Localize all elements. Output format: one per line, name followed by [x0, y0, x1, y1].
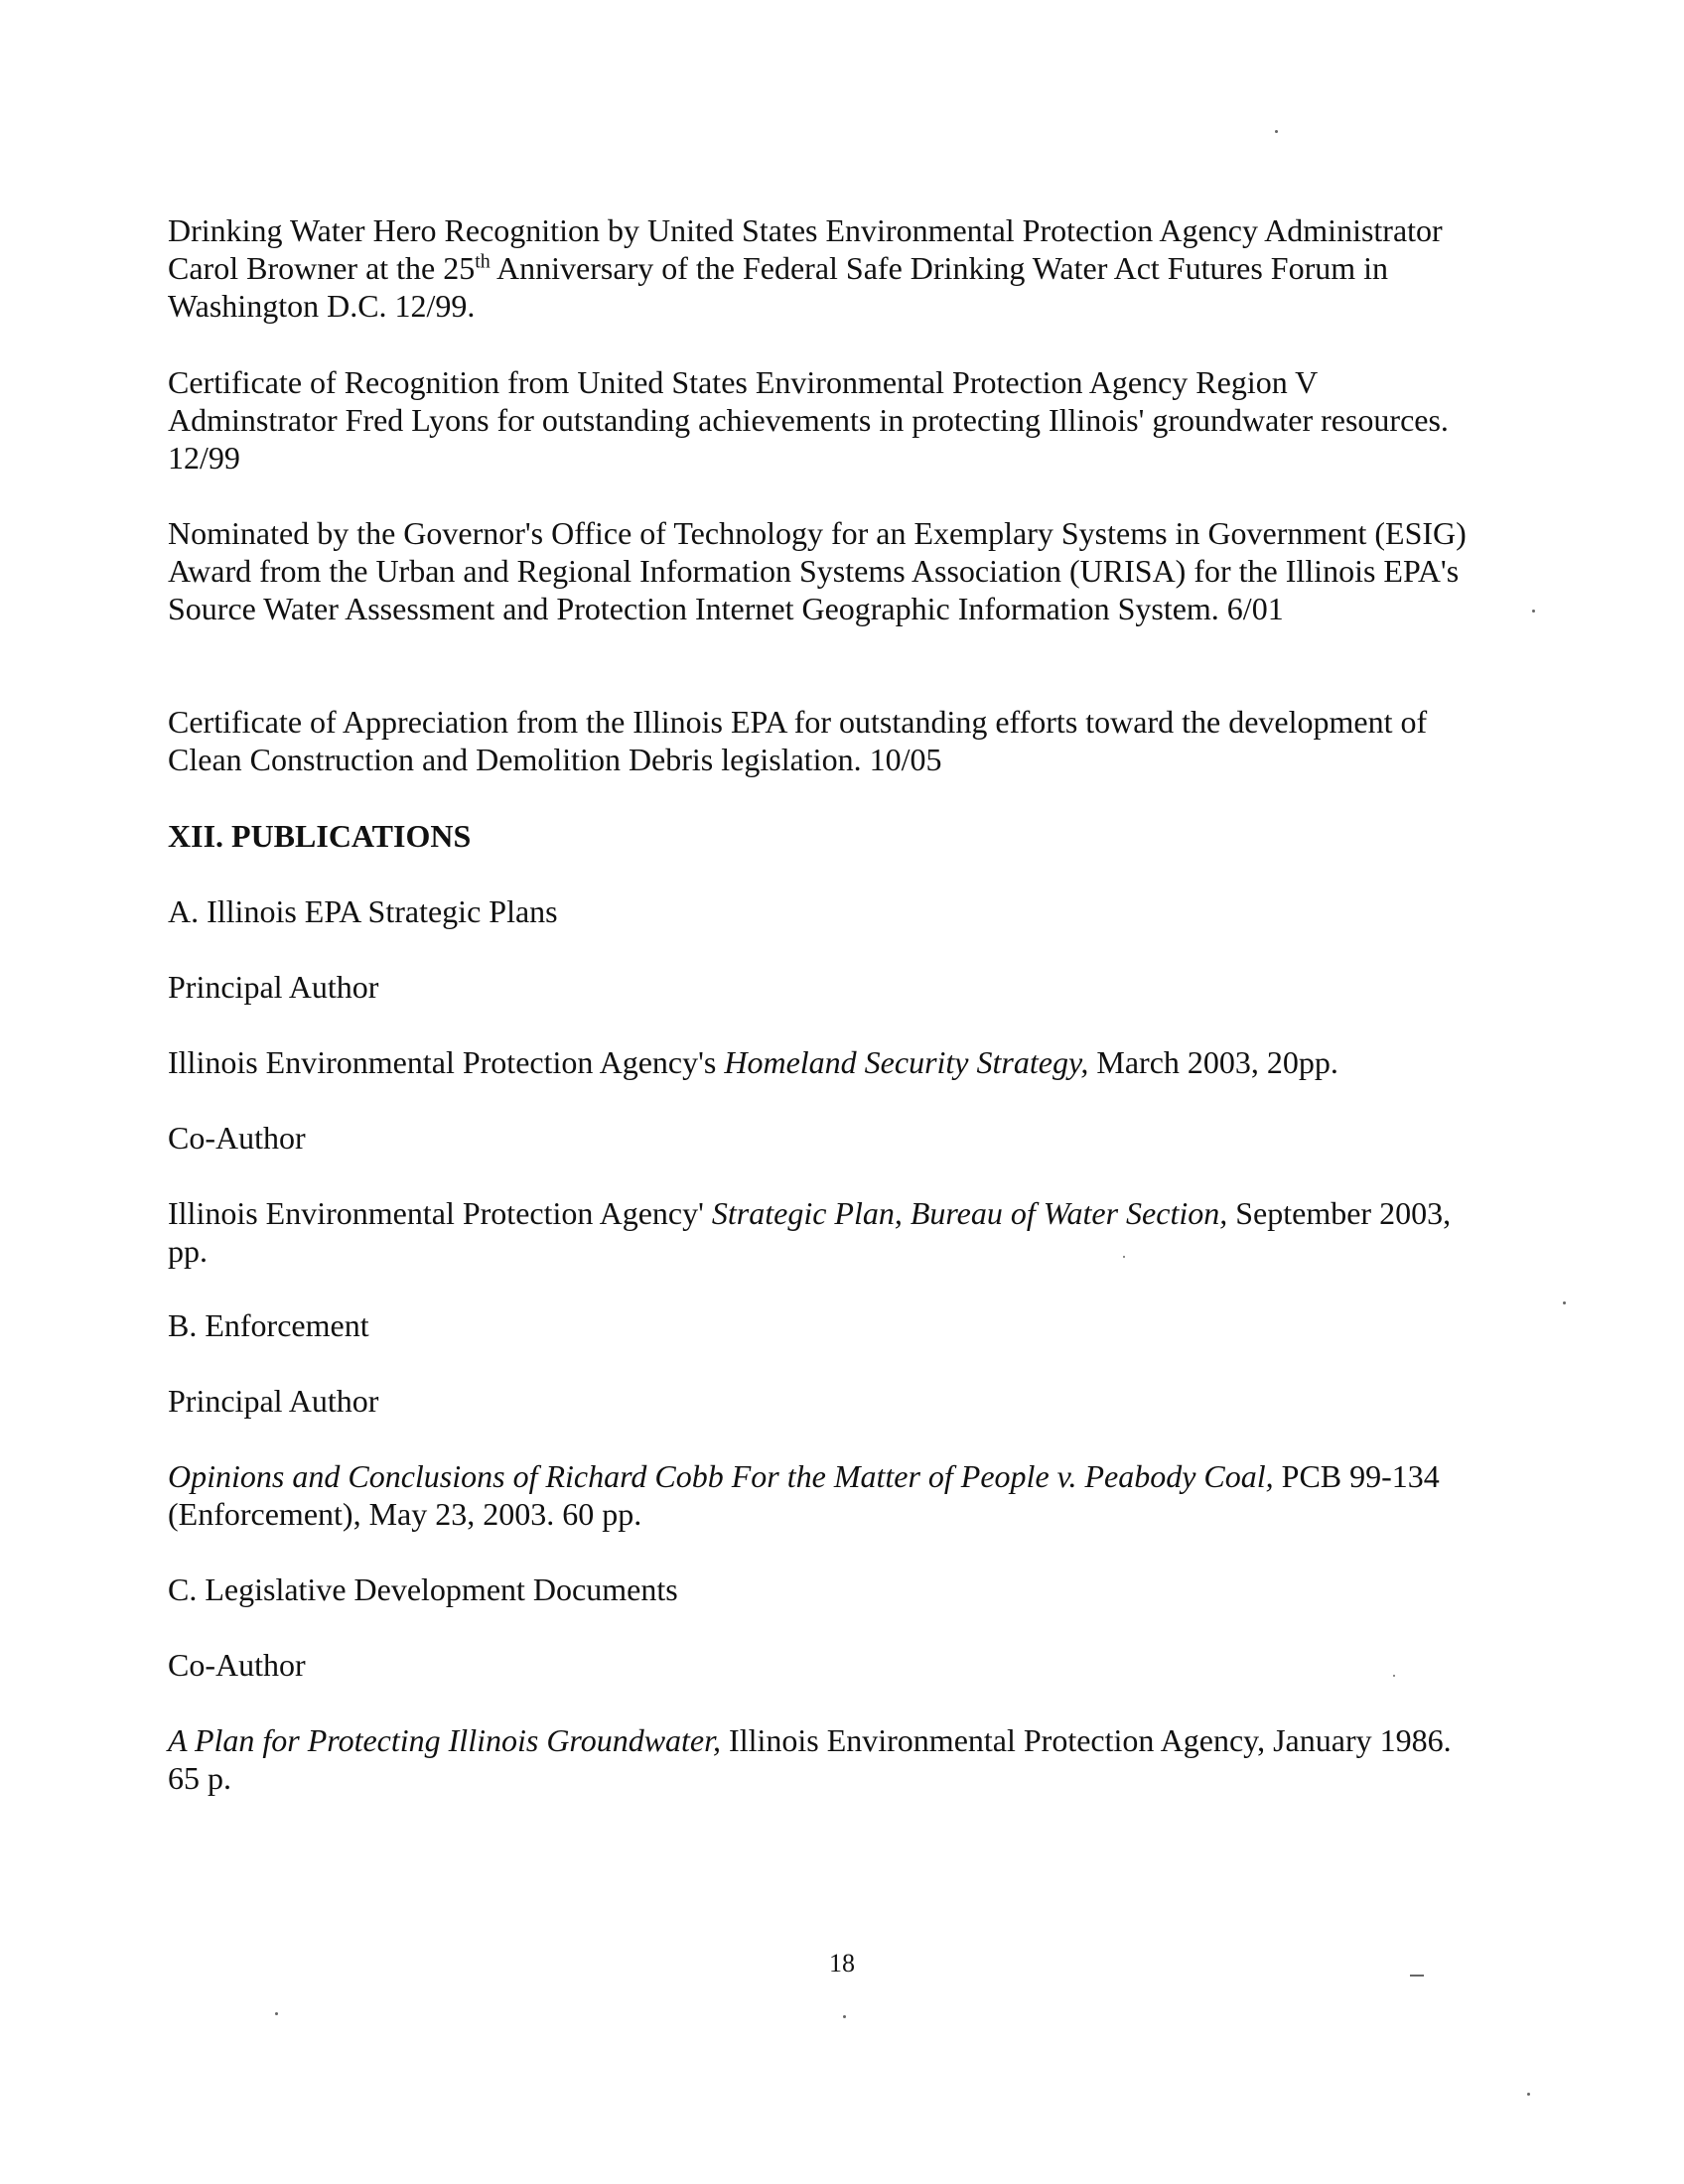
publication-title: Strategic Plan, Bureau of Water Section,: [711, 1195, 1228, 1231]
publication-title: A Plan for Protecting Illinois Groundwater,: [168, 1722, 722, 1758]
scan-speck: [843, 2015, 846, 2018]
publication-groundwater-plan: [168, 1721, 1488, 1797]
award-esig-nomination: Nominated by the Governor's Office of Technology for an Exemplary Systems in Government (ESIG) Award from the Urban and Regional Information Systems Association (URISA) for the Illinois EPA's Source Water Assessment and Protection Internet Geographic Information System. 6/01: [168, 515, 1467, 626]
subsection-heading-enforcement: B. Enforcement: [168, 1307, 369, 1343]
scan-speck: [1563, 1301, 1566, 1304]
scan-speck: [1527, 2093, 1530, 2096]
publication-publisher: Illinois Environmental Protection Agency's: [168, 1044, 725, 1080]
page-number: 18: [829, 1949, 855, 1978]
publication-publisher: Illinois Environmental Protection Agency': [168, 1195, 712, 1231]
publication-details: March 2003, 20pp.: [1088, 1044, 1338, 1080]
section-heading-publications: XII. PUBLICATIONS: [168, 818, 472, 854]
scan-speck: [1532, 610, 1535, 613]
scan-speck: [275, 2012, 278, 2015]
scan-speck: [1123, 1256, 1125, 1258]
role-label-principal-author: Principal Author: [168, 1383, 379, 1419]
publication-details: PCB 99-134 (Enforcement), May 23, 2003. 60 pp.: [168, 1458, 1440, 1532]
subsection-heading-legislative: C. Legislative Development Documents: [168, 1571, 678, 1607]
subsection-heading-strategic-plans: A. Illinois EPA Strategic Plans: [168, 893, 558, 929]
award-certificate-recognition: Certificate of Recognition from United States Environmental Protection Agency Region V Adminstrator Fred Lyons for outstanding achievements in protecting Illinois' groundwater resources. 12/99: [168, 364, 1449, 476]
role-label-co-author: Co-Author: [168, 1120, 306, 1156]
publication-homeland-security: [168, 1043, 1488, 1081]
publication-strategic-plan: [168, 1194, 1488, 1270]
scan-speck: [1275, 130, 1278, 133]
role-label-principal-author: Principal Author: [168, 969, 379, 1005]
scan-speck: [1410, 1975, 1424, 1977]
award-text: Drinking Water Hero Recognition by United States Environmental Protection Agency Administrator Carol Browner at the 25: [168, 212, 1443, 286]
publication-details: Illinois Environmental Protection Agency, January 1986. 65 p.: [168, 1722, 1452, 1796]
award-drinking-water-hero: [168, 211, 1488, 325]
publication-peabody-coal: [168, 1457, 1488, 1533]
publication-title: Homeland Security Strategy,: [724, 1044, 1089, 1080]
superscript-ordinal: th: [475, 250, 491, 273]
award-certificate-appreciation: Certificate of Appreciation from the Illinois EPA for outstanding efforts toward the development of Clean Construction and Demolition Debris legislation. 10/05: [168, 704, 1428, 777]
role-label-co-author: Co-Author: [168, 1647, 306, 1683]
publication-details: September 2003, pp.: [168, 1195, 1452, 1269]
publication-title: Opinions and Conclusions of Richard Cobb For the Matter of People v. Peabody Coal,: [168, 1458, 1274, 1494]
award-text-continued: Anniversary of the Federal Safe Drinking Water Act Futures Forum in Washington D.C. 12/99.: [168, 250, 1389, 324]
scan-speck: [1393, 1675, 1395, 1677]
